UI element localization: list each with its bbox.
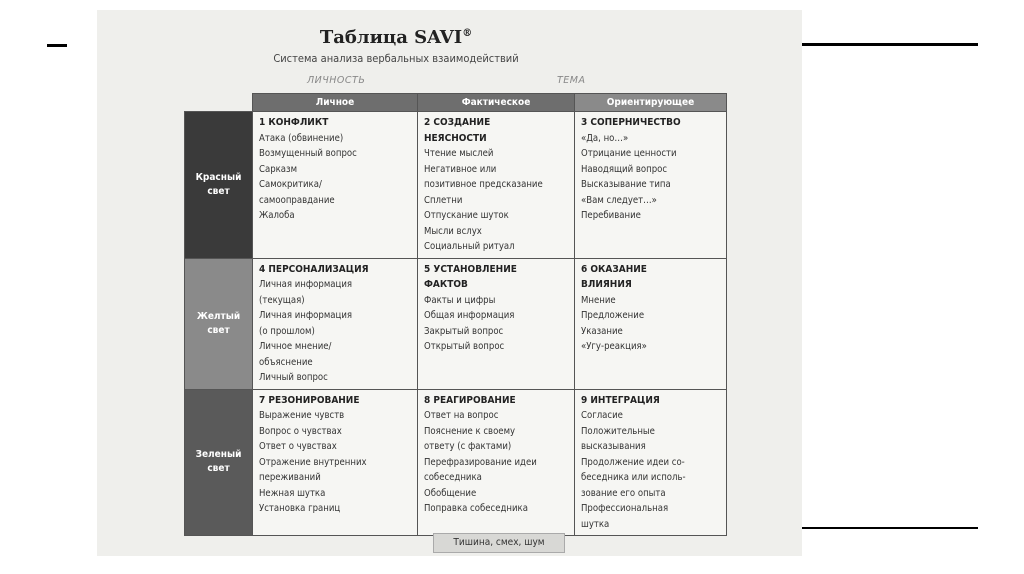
cell-item: Отражение внутренних переживаний	[259, 456, 367, 483]
table-corner	[185, 94, 253, 112]
row-header-green-light: Зеленый свет	[185, 389, 253, 536]
cell-item: Вопрос о чувствах	[259, 425, 342, 437]
cell-item: Перебивание	[581, 210, 641, 221]
cell-item: Указание	[581, 325, 623, 337]
cell-conflict	[253, 112, 418, 259]
cell-item: Выражение чувств	[259, 410, 345, 421]
footer-silence-laughter-noise: Тишина, смех, шум	[433, 533, 565, 553]
cell-item: Общая информация	[424, 310, 515, 321]
cell-item: Открытый вопрос	[424, 341, 505, 352]
cell-item: Пояснение к своему ответу (с фактами)	[424, 425, 516, 452]
cell-influencing	[575, 258, 727, 389]
cell-item: Социальный ритуал	[424, 241, 515, 252]
cell-title: 5 УСТАНОВЛЕНИЕ ФАКТОВ	[424, 263, 517, 290]
cell-item: Личное мнение/ объяснение	[259, 341, 332, 368]
cell-personalization	[253, 258, 418, 389]
table-row-yellow	[185, 258, 727, 389]
decorative-line-top-left	[47, 44, 67, 47]
table-row-red	[185, 112, 727, 259]
axis-label-topic: ТЕМА	[557, 75, 586, 86]
cell-title: 2 СОЗДАНИЕ НЕЯСНОСТИ	[424, 117, 491, 144]
cell-item: Отпускание шуток	[424, 210, 509, 221]
table-row-green	[185, 389, 727, 536]
cell-item: Сплетни	[424, 194, 463, 206]
cell-title: 6 ОКАЗАНИЕ ВЛИЯНИЯ	[581, 263, 647, 290]
row-header-yellow-light: Желтый свет	[185, 258, 253, 389]
cell-resonating	[253, 389, 418, 536]
decorative-line-bottom-right	[802, 527, 978, 529]
cell-item: Продолжение идеи со- беседника или исполь- зование его опыта	[581, 456, 686, 499]
cell-title: 4 ПЕРСОНАЛИЗАЦИЯ	[259, 263, 369, 275]
cell-title: 3 СОПЕРНИЧЕСТВО	[581, 117, 681, 128]
cell-item: Жалоба	[259, 210, 295, 221]
cell-integration	[575, 389, 727, 536]
cell-item: Мнение	[581, 294, 616, 306]
cell-item: Факты и цифры	[424, 294, 496, 306]
cell-item: Сарказм	[259, 163, 298, 175]
cell-item: Нежная шутка	[259, 487, 326, 499]
cell-item: Перефразирование идеи собеседника	[424, 456, 537, 483]
cell-item: «Да, но…»	[581, 132, 629, 144]
cell-title: 7 РЕЗОНИРОВАНИЕ	[259, 394, 360, 406]
cell-item: Чтение мыслей	[424, 148, 494, 159]
savi-document-image	[97, 10, 802, 556]
axis-label-personality: ЛИЧНОСТЬ	[307, 75, 366, 86]
row-header-red-light: Красный свет	[185, 112, 253, 259]
cell-item: «Угу-реакция»	[581, 341, 647, 352]
cell-responding	[418, 389, 575, 536]
cell-item: Ответ на вопрос	[424, 410, 499, 421]
cell-item: Личная информация (о прошлом)	[259, 310, 353, 337]
cell-item: Мысли вслух	[424, 225, 482, 237]
cell-item: Ответ о чувствах	[259, 441, 337, 452]
cell-item: Атака (обвинение)	[259, 132, 344, 144]
cell-item: Негативное или позитивное предсказание	[424, 163, 543, 190]
cell-item: Положительные высказывания	[581, 425, 655, 452]
cell-item: Самокритика/ самооправдание	[259, 179, 335, 206]
cell-item: Личная информация (текущая)	[259, 279, 353, 306]
cell-item: Обобщение	[424, 487, 477, 499]
cell-item: Высказывание типа «Вам следует…»	[581, 179, 671, 206]
cell-rivalry	[575, 112, 727, 259]
cell-title: 8 РЕАГИРОВАНИЕ	[424, 394, 516, 406]
cell-item: Личный вопрос	[259, 372, 328, 383]
column-header-orienting: Ориентирующее	[575, 94, 727, 112]
cell-item: Возмущенный вопрос	[259, 148, 357, 159]
cell-item: Предложение	[581, 310, 645, 321]
cell-item: Наводящий вопрос	[581, 163, 668, 175]
cell-item: Профессиональная шутка	[581, 503, 669, 530]
cell-title: 1 КОНФЛИКТ	[259, 117, 329, 128]
cell-title: 9 ИНТЕГРАЦИЯ	[581, 394, 660, 406]
cell-item: Установка границ	[259, 503, 341, 514]
column-header-personal: Личное	[253, 94, 418, 112]
cell-establishing-facts	[418, 258, 575, 389]
cell-item: Поправка собеседника	[424, 503, 528, 514]
cell-creating-ambiguity	[418, 112, 575, 259]
cell-item: Отрицание ценности	[581, 148, 677, 159]
document-title: Таблица SAVI®	[319, 27, 473, 48]
document-subtitle: Система анализа вербальных взаимодействий	[273, 52, 519, 65]
decorative-line-top-right	[802, 43, 978, 46]
column-header-factual: Фактическое	[418, 94, 575, 112]
cell-item: Согласие	[581, 410, 623, 421]
cell-item: Закрытый вопрос	[424, 325, 504, 337]
savi-table	[184, 93, 727, 536]
